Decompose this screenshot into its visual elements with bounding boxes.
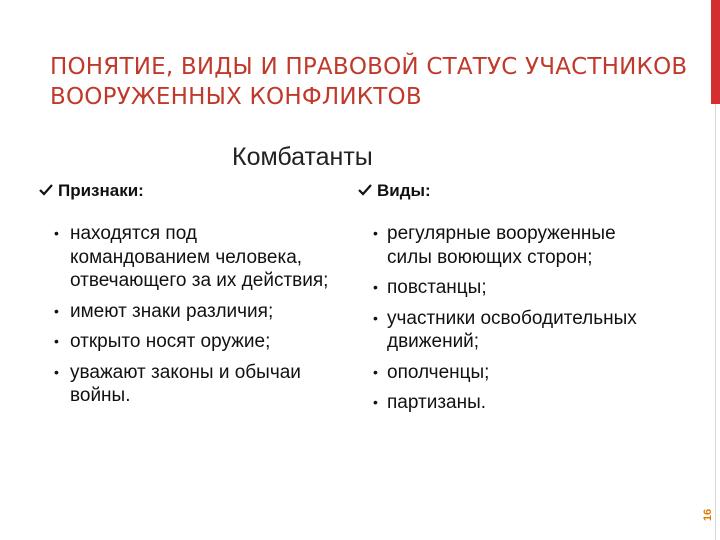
slide-subtitle: Комбатанты: [232, 143, 373, 171]
list-item: • имеют знаки различия;: [54, 300, 274, 322]
list-item: • открыто носят оружие;: [54, 331, 271, 352]
types-heading: Виды:: [377, 181, 431, 200]
types-heading-row: [357, 178, 657, 204]
checkmark-icon: [38, 182, 54, 198]
bullet-icon: •: [373, 279, 378, 295]
list-item: • участники освободительных движений;: [373, 307, 637, 352]
bullet-icon: •: [54, 333, 59, 349]
page-number: 16: [702, 508, 714, 522]
signs-column: [38, 178, 338, 415]
types-column: [357, 178, 657, 422]
bullet-icon: •: [54, 225, 59, 241]
signs-list: [38, 222, 338, 408]
signs-heading: Признаки:: [58, 181, 144, 200]
list-item: • повстанцы;: [373, 277, 487, 298]
edge-divider: [715, 104, 716, 540]
accent-bar: [711, 0, 720, 104]
list-item: • партизаны.: [373, 392, 487, 413]
list-item: • регулярные вооруженные силы воюющих сторон;: [373, 223, 616, 268]
bullet-icon: •: [373, 394, 378, 410]
list-item: • ополченцы;: [373, 361, 490, 383]
bullet-icon: •: [54, 363, 59, 380]
bullet-icon: •: [54, 302, 59, 319]
slide-title: ПОНЯТИЕ, ВИДЫ И ПРАВОВОЙ СТАТУС УЧАСТНИКОВ ВООРУЖЕННЫХ КОНФЛИКТОВ: [50, 54, 688, 110]
signs-heading-row: [38, 178, 338, 204]
checkmark-icon: [357, 182, 373, 198]
list-item: • уважают законы и обычаи войны.: [54, 361, 301, 406]
list-item: • находятся под командованием человека, отвечающего за их действия;: [54, 223, 329, 291]
types-list: [357, 222, 657, 415]
bullet-icon: •: [373, 363, 378, 380]
bullet-icon: •: [373, 309, 378, 326]
bullet-icon: •: [373, 225, 378, 241]
